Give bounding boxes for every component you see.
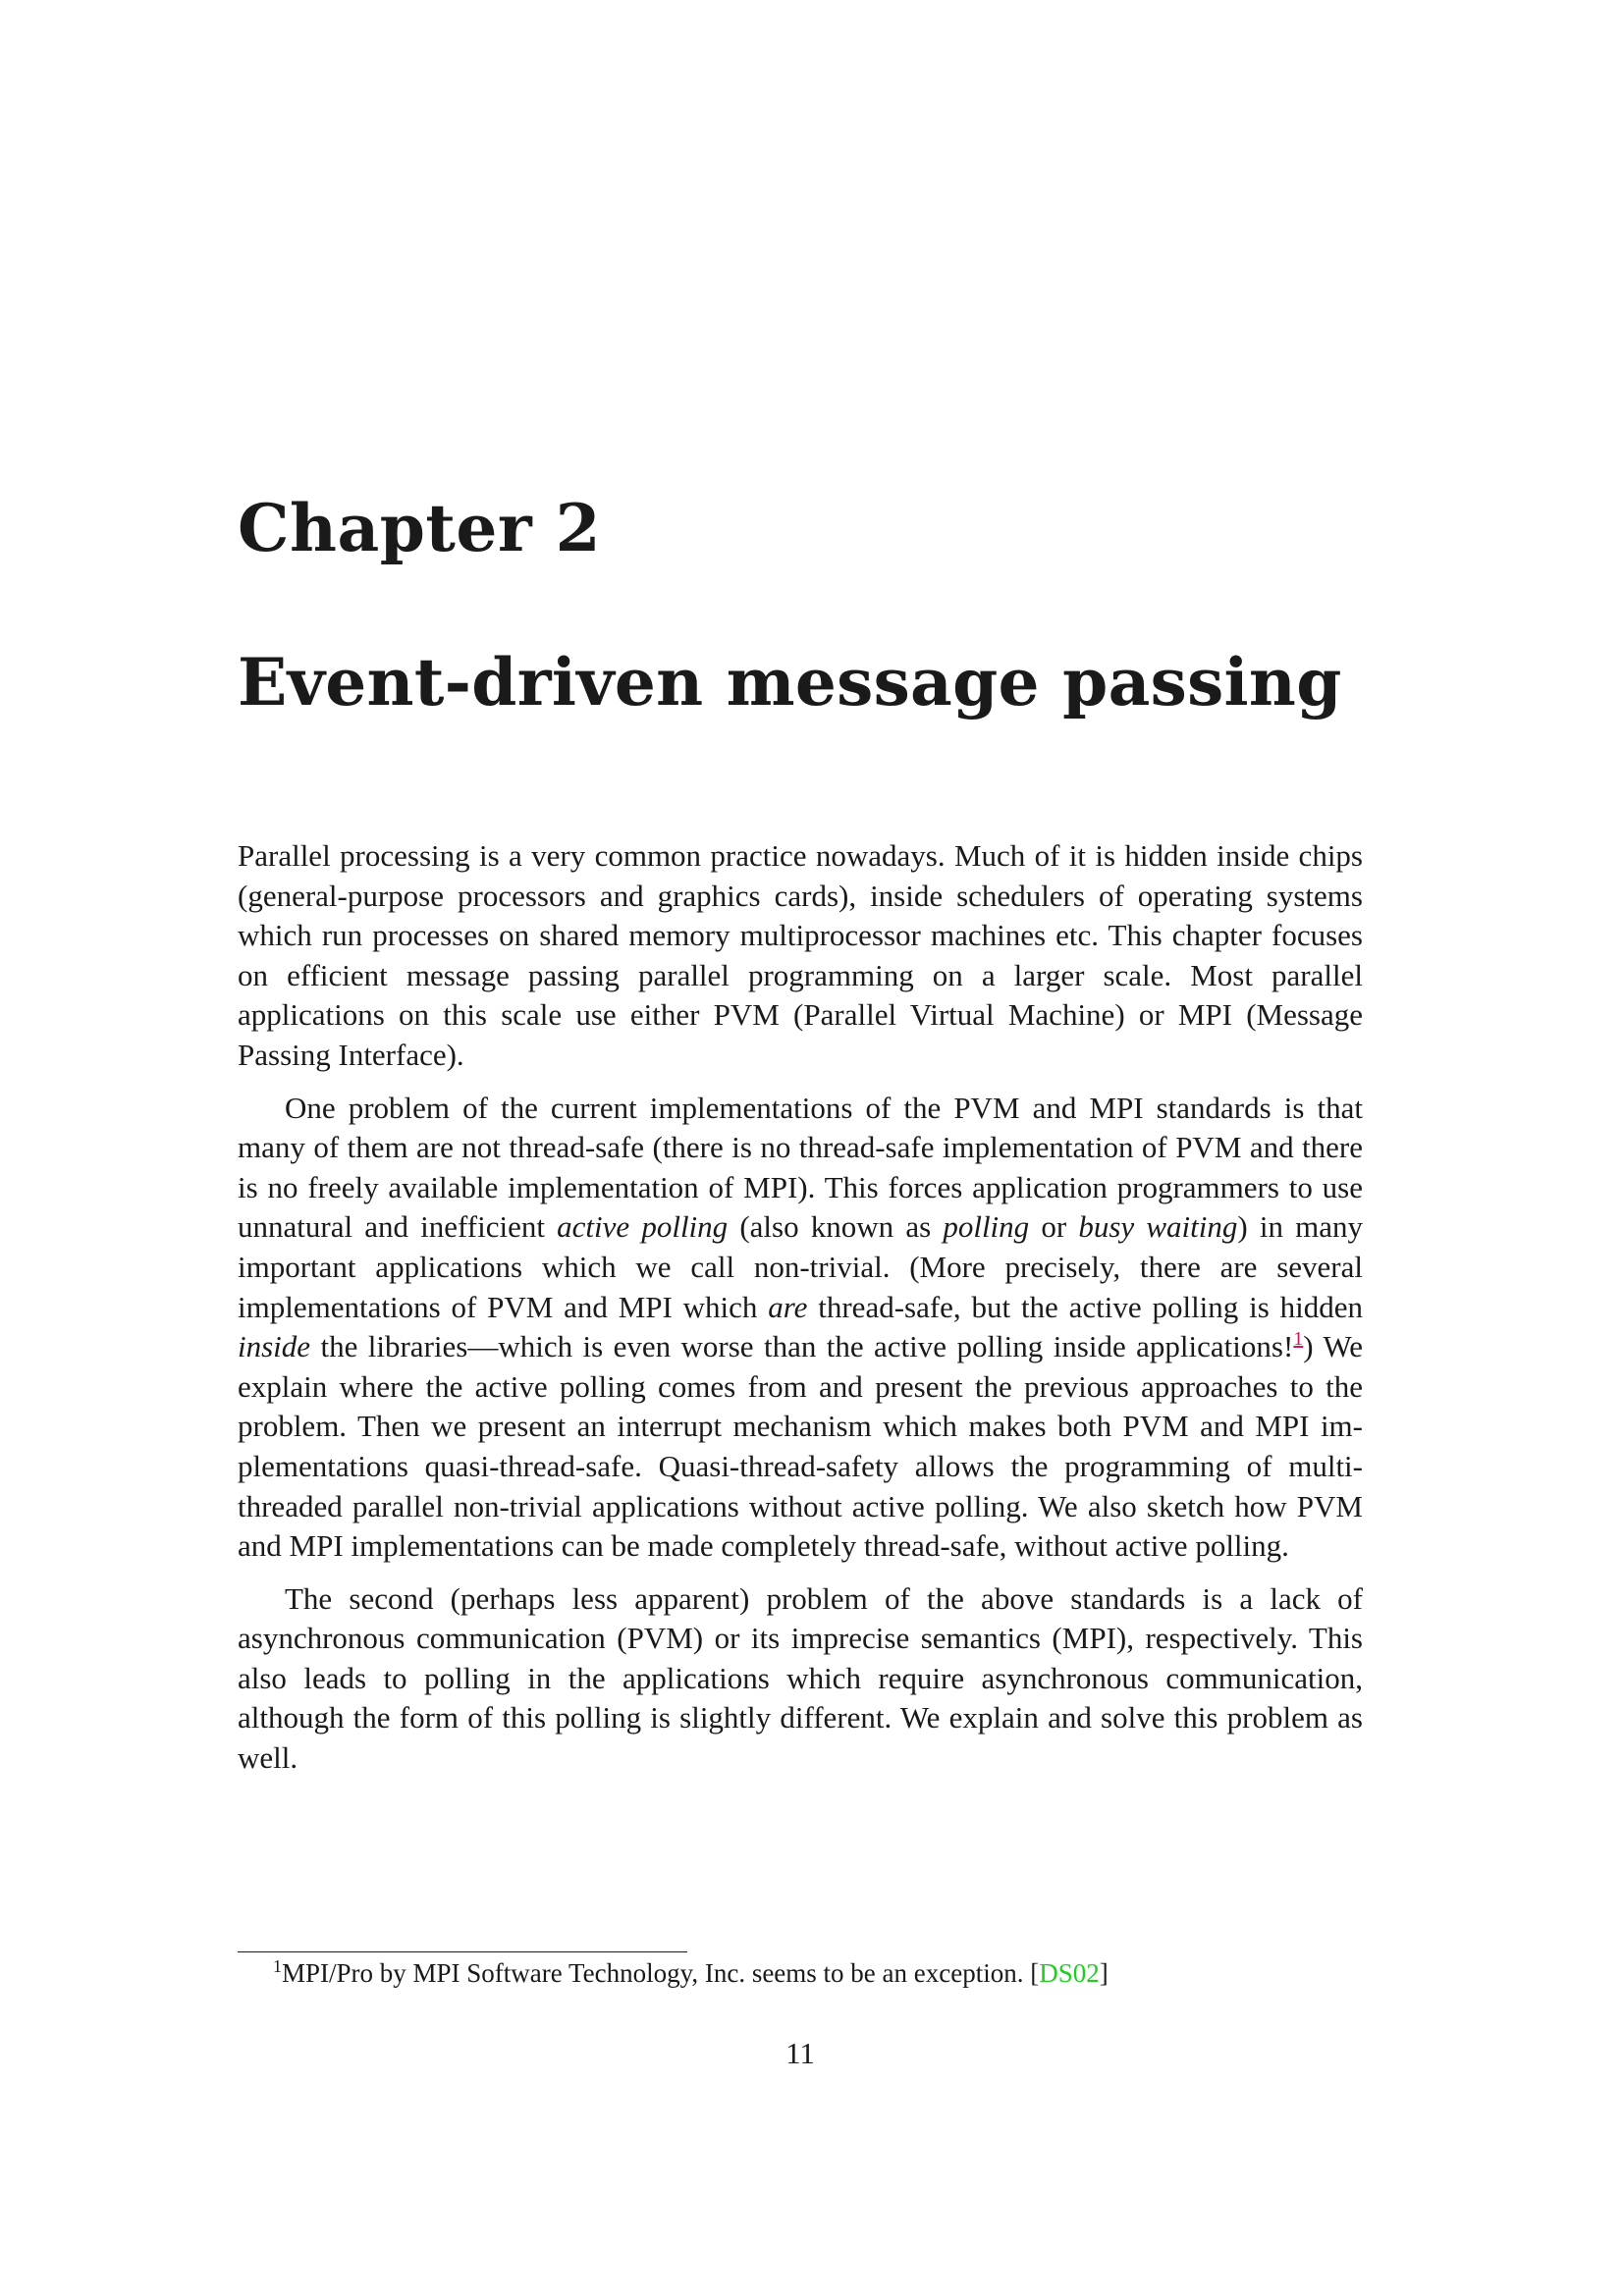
footnote — [238, 1956, 1363, 1990]
emphasis-text: busy waiting — [1078, 1209, 1238, 1245]
text-run: thread-safe, but the active polling is hidden — [807, 1289, 1363, 1324]
emphasis-text: inside — [238, 1329, 311, 1364]
citation-link-ds02[interactable]: DS02 — [1039, 1958, 1100, 1988]
chapter-label: Chapter 2 — [238, 490, 602, 566]
text-run: ) in many important applications which we call non-trivial. (More precisely, there are several implementations of PVM and MPI which — [238, 1209, 1364, 1324]
citation-close-bracket: ] — [1099, 1958, 1109, 1988]
page-number: 11 — [785, 2036, 815, 2070]
citation-open-bracket: [ — [1030, 1958, 1040, 1988]
body-text — [238, 836, 1363, 1791]
emphasis-text: polling — [943, 1209, 1030, 1245]
text-run: the libraries—which is even worse than the active polling inside applications! — [310, 1329, 1294, 1364]
text-run: ) We explain where the active polling comes from and present the previous approaches to the problem. Then we present an interrupt mechanism which makes both PVM and MPI implementations quasi-thread-safe. Quasi-thread-safety allows the programming of multi-threaded parallel non-trivial applications without active polling. We also sketch how PVM and MPI implementations can be made completely thread-safe, without active polling. — [238, 1329, 1363, 1564]
text-run: One problem of the current implementations of the PVM and MPI standards is that many of them are not thread-safe (there is no thread-safe implementation of PVM and there is no freely available implementation of MPI). This forces application programmers to use unnatural and inefficient — [238, 1090, 1363, 1245]
footnote-text: MPI/Pro by MPI Software Technology, Inc. seems to be an exception. — [282, 1958, 1031, 1988]
text-run: The second (perhaps less apparent) problem of the above standards is a lack of asynchronous communication (PVM) or its imprecise semantics (MPI), respectively. This also leads to polling in the applications which require asynchronous communication, although the form of this polling is slightly different. We explain and solve this problem as well. — [238, 1580, 1363, 1776]
paragraph-3 — [238, 1579, 1363, 1779]
footnote-reference-link[interactable]: 1 — [1293, 1328, 1304, 1351]
paragraph-1 — [238, 836, 1363, 1076]
chapter-title: Event-driven message passing — [238, 644, 1342, 721]
paragraph-2 — [238, 1089, 1363, 1567]
footnote-divider — [238, 1951, 687, 1952]
emphasis-text: active polling — [557, 1209, 729, 1245]
text-run: (also known as — [728, 1209, 944, 1245]
footnote-mark: 1 — [273, 1956, 282, 1976]
emphasis-text: are — [768, 1289, 808, 1324]
text-run: Parallel processing is a very common practice nowadays. Much of it is hidden inside chips (general-purpose processors and graphics cards), inside schedulers of operating systems which run processes on shared memory multiprocessor machines etc. This chapter focuses on efficient message passing parallel programming on a larger scale. Most parallel applications on this scale use either PVM (Parallel Virtual Machine) or MPI (Message Passing Interface). — [238, 838, 1363, 1072]
text-run: or — [1029, 1209, 1079, 1245]
